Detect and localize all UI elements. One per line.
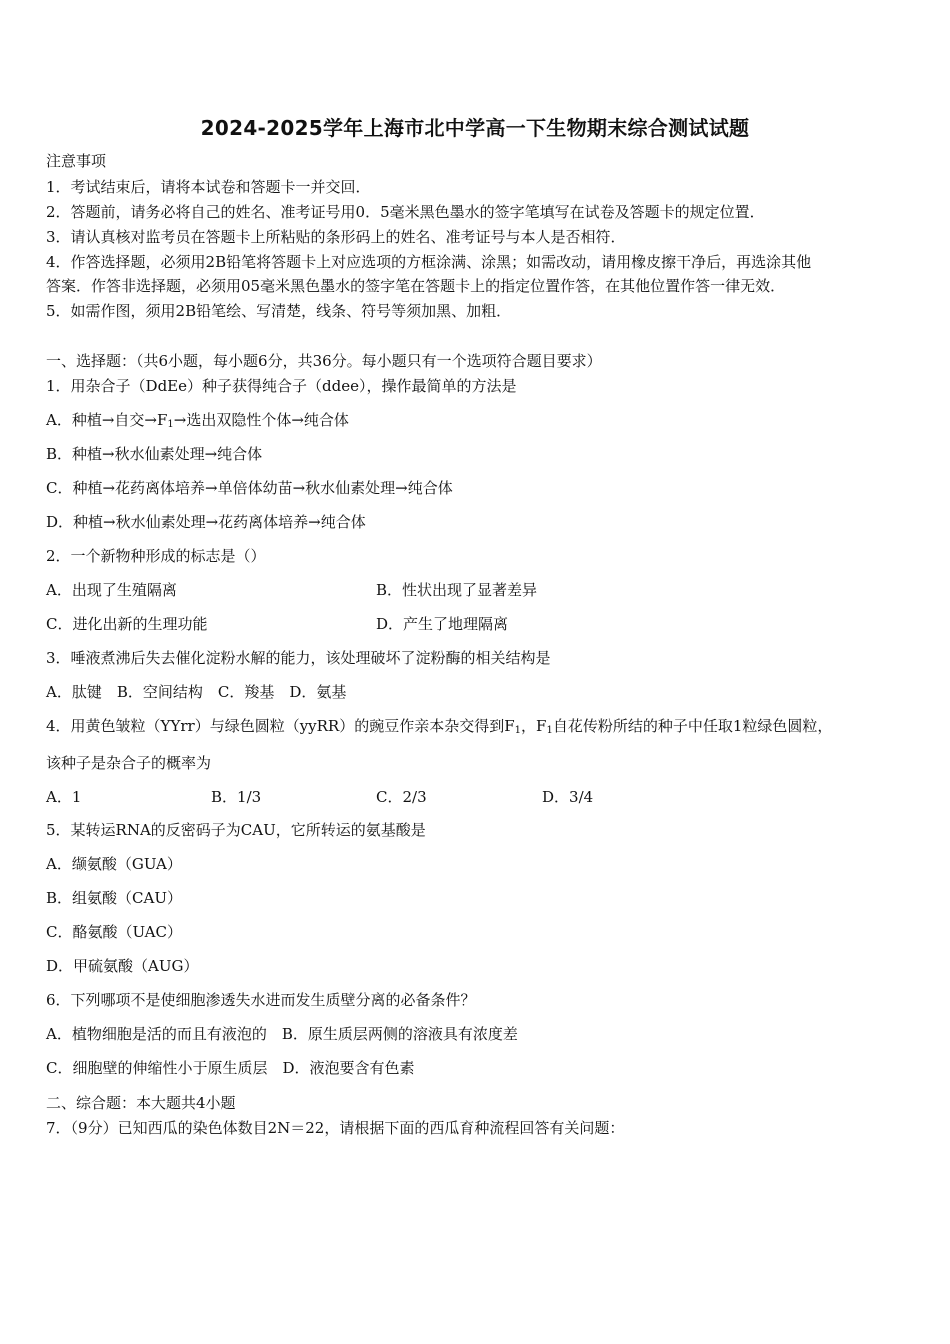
question-1-option-b: B．种植→秋水仙素处理→纯合体	[46, 445, 263, 463]
question-3-options: A．肽键 B．空间结构 C．羧基 D．氨基	[46, 683, 347, 701]
question-6-options-ab: A．植物细胞是活的而且有液泡的 B．原生质层两侧的溶液具有浓度差	[46, 1025, 518, 1043]
question-5-option-d: D．甲硫氨酸（AUG）	[46, 957, 199, 975]
question-5-stem: 5．某转运RNA的反密码子为CAU，它所转运的氨基酸是	[46, 821, 426, 839]
notice-item: 3．请认真核对监考员在答题卡上所粘贴的条形码上的姓名、准考证号与本人是否相符．	[46, 228, 626, 246]
question-7-stem: 7．（9分）已知西瓜的染色体数目2N＝22，请根据下面的西瓜育种流程回答有关问题：	[46, 1119, 625, 1137]
notice-item: 2．答题前，请务必将自己的姓名、准考证号用0．5毫米黑色墨水的签字笔填写在试卷及答题卡的规定位置．	[46, 203, 765, 221]
question-1-stem: 1．用杂合子（DdEe）种子获得纯合子（ddee），操作最简单的方法是	[46, 377, 517, 395]
notice-item: 4．作答选择题，必须用2B铅笔将答题卡上对应选项的方框涂满、涂黑；如需改动，请用橡皮擦干净后，再选涂其他	[46, 253, 812, 271]
question-2-stem: 2．一个新物种形成的标志是（）	[46, 547, 266, 565]
question-4-option-b: B．1/3	[211, 788, 262, 806]
question-6-options-cd: C．细胞壁的伸缩性小于原生质层 D．液泡要含有色素	[46, 1059, 415, 1077]
section-heading-comprehensive: 二、综合题：本大题共4小题	[46, 1094, 236, 1112]
notice-item: 答案．作答非选择题，必须用05毫米黑色墨水的签字笔在答题卡上的指定位置作答，在其他位置作答一律无效．	[46, 277, 786, 295]
question-4-option-d: D．3/4	[542, 788, 594, 806]
question-2-option-a: A．出现了生殖隔离	[46, 581, 177, 599]
notice-item: 5．如需作图，须用2B铅笔绘、写清楚，线条、符号等须加黑、加粗．	[46, 302, 512, 320]
question-5-option-b: B．组氨酸（CAU）	[46, 889, 182, 907]
question-4-stem-continued: 该种子是杂合子的概率为	[46, 754, 212, 772]
question-1-option-c: C．种植→花药离体培养→单倍体幼苗→秋水仙素处理→纯合体	[46, 479, 453, 497]
question-5-option-a: A．缬氨酸（GUA）	[46, 855, 182, 873]
question-4-stem: 4．用黄色皱粒（YYrr）与绿色圆粒（yyRR）的豌豆作亲本杂交得到$F_1$，$F_1$自花传粉所结的种子中任取1粒绿色圆粒，	[46, 717, 833, 736]
question-3-stem: 3．唾液煮沸后失去催化淀粉水解的能力，该处理破坏了淀粉酶的相关结构是	[46, 649, 551, 667]
question-1-option-d: D．种植→秋水仙素处理→花药离体培养→纯合体	[46, 513, 366, 531]
notice-heading: 注意事项	[46, 152, 107, 170]
question-4-option-a: A．1	[46, 788, 82, 806]
page-title: 2024-2025学年上海市北中学高一下生物期末综合测试试题	[200, 116, 750, 140]
section-heading-choice: 一、选择题：（共6小题，每小题6分，共36分。每小题只有一个选项符合题目要求）	[46, 352, 602, 370]
question-2-option-b: B．性状出现了显著差异	[376, 581, 538, 599]
question-4-option-c: C．2/3	[376, 788, 427, 806]
question-2-option-c: C．进化出新的生理功能	[46, 615, 208, 633]
question-5-option-c: C．酪氨酸（UAC）	[46, 923, 182, 941]
question-2-option-d: D．产生了地理隔离	[376, 615, 509, 633]
question-1-option-a: A．种植→自交$\to F_1\to$选出双隐性个体→纯合体	[46, 411, 349, 430]
notice-item: 1．考试结束后，请将本试卷和答题卡一并交回．	[46, 178, 371, 196]
question-6-stem: 6．下列哪项不是使细胞渗透失水进而发生质壁分离的必备条件？	[46, 991, 476, 1009]
